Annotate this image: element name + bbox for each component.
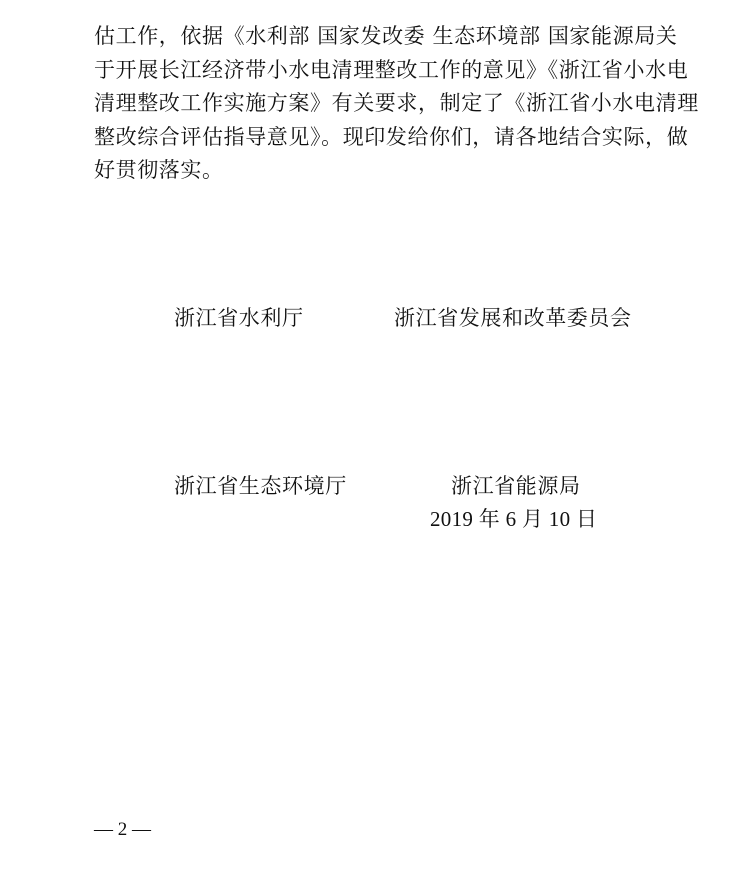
body-paragraph — [94, 20, 699, 188]
signature-water-resources-department: 浙江省水利厅 — [174, 306, 304, 330]
signature-ecology-environment-department: 浙江省生态环境厅 — [174, 474, 347, 498]
body-line-1: 估工作，依据《水利部 国家发改委 生态环境部 国家能源局关 — [94, 24, 678, 48]
body-line-3: 清理整改工作实施方案》有关要求，制定了《浙江省小水电清理 — [94, 91, 699, 115]
body-line-5: 好贯彻落实。 — [94, 158, 224, 182]
signature-development-reform-commission: 浙江省发展和改革委员会 — [394, 306, 632, 330]
page-number: — 2 — — [94, 819, 151, 840]
signature-date: 2019 年 6 月 10 日 — [430, 507, 598, 531]
body-line-4: 整改综合评估指导意见》。现印发给你们，请各地结合实际，做 — [94, 124, 689, 149]
body-line-2: 于开展长江经济带小水电清理整改工作的意见》《浙江省小水电 — [94, 57, 689, 82]
signature-energy-bureau: 浙江省能源局 — [451, 474, 581, 498]
